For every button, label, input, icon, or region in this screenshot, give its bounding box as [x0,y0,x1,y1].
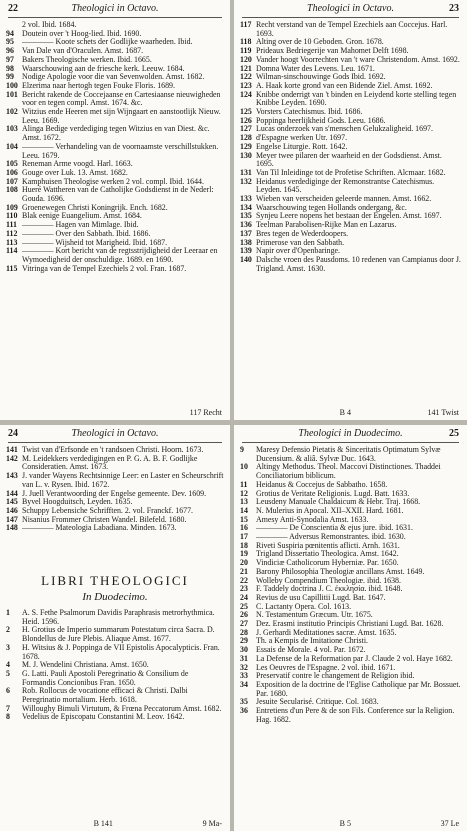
catalog-entry: 126 Poppinga heerlijkheid Gods. Leeu. 1686. [240,115,386,125]
catalog-entry: 125 Vorsters Catechismus. Ibid. 1686. [240,107,363,117]
catalog-entry: 120 Vander hoogt Voorrechten van 't ware Christendom. Amst. 1692. [240,54,460,64]
entry-list-duodecimo [6,609,224,722]
catalog-entry: 111 ———— Hagen van Mimlage. Ibid. [6,220,139,230]
catalog-entry: 102 Witzius ende Heeren met sijn Wijngaart en aanstootlijk Nieuw. Leeu. 1669. [6,107,221,125]
catalog-entry: 24 Revius de usu Capillitii Lugd. Bat. 1647. [240,592,386,602]
catalog-entry: 31 La Defense de la Reformation par J. Claude 2 vol. Haye 1682. [240,653,453,663]
signature-mark: B 141 [93,819,113,828]
catalog-entry: 36 Entretiens d'un Pere & de son Fils. Conference sur la Religion. Hag. 1682. [240,706,455,724]
catalog-entry: 13 Leusdeny Manuale Chaldaicum & Hebr. Traj. 1668. [240,497,421,507]
catalog-entry: 131 Van Til Inleidinge tot de Profetise Schriften. Alcmaar. 1682. [240,167,446,177]
catalog-entry: 129 Engelse Liturgie. Rott. 1642. [240,141,348,151]
catalog-entry: 7 Willoughy Bimuli Virtutum, & Frœna Peccatorum Amst. 1682. [6,703,222,713]
catalog-entry: 101 Bericht rakende de Coccejaanse en Cartesiaanse nieuwigheden voor en tegen compl. Amst. 1674. &c. [6,89,221,108]
catalog-entry: 23 F. Taddely doctrina J. C. ἐκκλησία. ibid. 1648. [240,584,403,594]
page-header [242,3,459,17]
catalog-entry: 132 Heidanus verdediginge der Remonstrantse Catechismus. Leyden. 1645. [240,176,435,195]
page-number: 24 [8,428,18,439]
running-title: Theologici in Duodecimo. [298,428,403,439]
catalog-entry: 148 ———— Mateologia Labadiana. Minden. 1673. [6,523,177,533]
catalog-entry: 143 J. vander Wayens Rechtsinnige Leer: en Laster en Scheurschrift van L. v. Rysen. Ibid. 1672. [6,471,224,489]
catalog-entry: 112 ———— Over den Sabbath. Ibid. 1686. [6,228,151,238]
catalog-entry: 123 A. Haak korte grond van een Bidende Ziel. Amst. 1692. [240,80,433,90]
catalog-entry: 107 Kamphuisen Theologise werken 2 vol. compl. Ibid. 1644. [6,176,204,186]
catalog-entry: 141 Twist van d'Erfsonde en 't randsoen Christi. Hoorn. 1673. [6,445,204,454]
catalog-entry: 34 Exposition de la doctrine de l'Eglise Catholique par Mr. Bossuet. Par. 1680. [240,679,461,698]
catalog-entry: 95 ———— Koote schets der Godlijke waarheden. Ibid. [6,37,193,47]
running-title: Theologici in Octavo. [307,3,394,14]
catalog-entry: 27 Dez. Erasmi institutio Principis Christiani Lugd. Bat. 1628. [240,619,444,629]
catchword: 9 Ma- [202,819,222,828]
header-rule [242,17,459,18]
entry-list [240,21,461,273]
page-footer [8,408,222,418]
catalog-entry: 103 Alinga Bedige verdediging tegen Witzius en van Diest. &c. Amst. 1672. [6,124,210,143]
page-header [8,428,222,442]
catalog-entry: 25 C. Lactanty Opera. Col. 1613. [240,601,352,611]
catalog-entry: 3 H. Witsius & J. Poppinga de VII Epistolis Apocalypticis. Fran. 1678. [6,642,220,661]
catalog-entry: 15 Amesy Anti-Synodalia Amst. 1633. [240,514,369,524]
catalog-entry: 110 Blak eenige Euangelium. Amst. 1684. [6,211,142,221]
catalog-entry: 104 ———— Verhandeling van de voornaamste verschillstukken. Leeu. 1679. [6,141,219,160]
catalog-entry: 26 N. Testamentum Græcum. Utr. 1675. [240,610,373,620]
section-subtitle: In Duodecimo. [82,591,148,603]
page-footer [242,819,459,829]
catalog-entry: 5 G. Latti. Pauli Apostoli Peregrinatio & Consilium de Formandis Concionibus Fran. 1650. [6,668,189,687]
catalog-entry: 142 M. Leidekkers verdedigingen en P. G. A. B. F. Godlijke Consideratien. Amst. 1673. [6,453,198,472]
catalog-entry: 1 A. S. Fethe Psalmorum Davidis Paraphrasis metrorhythmica. Heid. 1596. [6,608,215,626]
signature-mark: B 5 [339,819,351,828]
catalog-entry: 96 Van Dale van d'Oraculen. Amst. 1687. [6,46,144,56]
page-23 [234,0,467,420]
entry-list [6,446,224,533]
signature-mark: B 4 [339,408,351,417]
page-header [242,428,459,442]
catalog-entry: 130 Meyer twee pilaren der waarheid en der Godsdienst. Amst. 1695. [240,150,442,169]
running-title: Theologici in Octavo. [71,428,159,439]
entry-list [6,21,224,273]
catalog-entry: 119 Prideaux Bedriegerije van Mahomet Delft 1698. [240,46,409,56]
page-footer [8,819,222,829]
catalog-entry: 108 Hueré Wattheren van de Catholijke Godsdienst in de Nederl: Gouda. 1696. [6,185,214,204]
catalog-entry: 9 Maresy Defensio Pietatis & Sinceritatis Optimatum Sylvæ Ducensium. & aliâ. Sylvæ Duc. 1643. [240,445,441,463]
catalog-entry: 97 Bakers Theologische werken. Ibid. 1665. [6,54,152,64]
catalog-entry: 20 Vindiciæ Catholicorum Hyberniæ. Par. 1650. [240,558,399,568]
catalog-entry: 147 Nisanius Frommer Christen Wandel. Bilefeld. 1680. [6,514,187,524]
catalog-entry: 133 Wieben van verscheiden geleerde mannen. Amst. 1662. [240,194,432,204]
catalog-entry: 11 Heidanus & Coccejus de Sabbatho. 1658. [240,479,388,489]
catalog-entry: 137 Bres tegen de Wederdoopers. [240,228,349,238]
page-number: 25 [449,428,459,439]
catalog-entry: 94 Doutein over 't Hoog-lied. Ibid. 1690. [6,28,142,38]
catalog-entry: 6 Rob. Rollocus de vocatione efficaci & Christi. Dalbi Peregrinatio mortalium. Herb. 1618. [6,686,188,705]
catalog-entry: 28 J. Gerhardi Meditationes sacræ. Amst. 1635. [240,627,397,637]
catalog-entry: 2 vol. Ibid. 1684. [22,20,77,29]
catalog-entry: 146 Schuppy Lebensiche Schrifften. 2. vol. Franckf. 1677. [6,505,194,515]
catalog-entry: 22 Wolleby Compendium Theologiæ. ibid. 1638. [240,575,401,585]
header-rule [8,442,222,443]
page-22 [0,0,230,420]
catalog-entry: 113 ———— Wijsheid tot Marigheid. Ibid. 1687. [6,237,168,247]
catalog-entry: 16 ———— De Conscientia & ejus jure. ibid. 1631. [240,523,413,533]
catalog-entry: 121 Domna Water des Levens. Leu. 1671. [240,63,375,73]
catalog-entry: 139 Napir over d'Openbaringe. [240,246,341,256]
page-footer [242,408,459,418]
catalog-entry: 135 Synjeu Leere nopens het bestaan der Engelen. Amst. 1697. [240,211,442,221]
section-title: LIBRI THEOLOGICI [41,573,189,588]
catalog-entry: 98 Waarschouwing aan de friesche kerk. Leeuw. 1684. [6,63,185,73]
entry-list [240,446,461,725]
running-title: Theologici in Octavo. [71,3,159,14]
catalog-entry: 32 Les Oeuvres de l'Espagne. 2 vol. ibid. 1671. [240,662,396,672]
catalog-entry: 117 Recht verstand van de Tempel Ezechiels aan Coccejus. Harl. 1693. [240,20,448,38]
header-rule [242,442,459,443]
page-25 [234,425,467,831]
catalog-entry: 21 Barony Philosophia Theologiæ ancillans Amst. 1649. [240,566,425,576]
catchword: 37 Le [440,819,459,828]
catalog-entry: 106 Gouge over Luk. 13. Amst. 1682. [6,167,128,177]
catalog-entry: 134 Waarschouwing tegen Hollands ondergang, &c. [240,202,407,212]
page-number: 23 [449,3,459,14]
catalog-entry: 30 Essais de Morale. 4 vol. Par. 1672. [240,645,366,655]
catalog-entry: 99 Nodige Apologie voor die van Sevenwolden. Amst. 1682. [6,72,205,82]
catalog-entry: 17 ———— Adversus Remonstrantes. ibid. 1630. [240,532,406,542]
catalog-entry: 122 Wilman-sinschouwinge Gods Ibid. 1692. [240,72,386,82]
catalog-entry: 136 Teelman Parabolisen-Rijke Man en Lazarus. [240,220,397,230]
catalog-entry: 12 Grotius de Veritate Religionis. Lugd. Batt. 1633. [240,488,410,498]
catalog-entry: 144 J. Juell Verantwoording der Engelse gemeente. Dev. 1609. [6,488,207,498]
page-number: 22 [8,3,18,14]
catchword: 117 Recht [189,408,222,417]
catalog-entry: 10 Altingy Methodus. Theol. Maccovi Distinctiones. Thaddei Conciliatorium biblicum. [240,462,441,481]
catalog-entry: 14 N. Mulerius in Apocal. XII–XXII. Hard. 1681. [240,505,404,515]
catalog-entry: 100 Elzerima naar hertogh tegen Fouke Floris. 1689. [6,80,175,90]
catalog-entry: 33 Preservatif contre le changement de Religion ibid. [240,671,415,681]
catalog-entry: 105 Reneman Arme voogd. Harl. 1663. [6,159,133,169]
header-rule [8,17,222,18]
catalog-entry: 35 Jesuite Secularisé. Critique. Col. 1683. [240,697,379,707]
catalog-entry: 138 Primerose van den Sabbath. [240,237,345,247]
page-header [8,3,222,17]
catalog-entry: 114 ———— Kort bericht van de regtsstrijdigheid der Leeraar en Wymoedigheid der onschuldige. 1689. en 1690. [6,246,218,264]
catalog-entry: 109 Groenewegen Christi Koningrijk. Ench. 1682. [6,202,168,212]
catalog-entry: 127 Lucas onderzoek van s'menschen Gelukzaligheid. 1697. [240,124,433,134]
page-24 [0,425,230,831]
catalog-entry: 4 M. J. Wendelini Christiana. Amst. 1650. [6,660,149,670]
catalog-entry: 19 Trigland Dissertatio Theologica. Amst. 1642. [240,549,399,559]
catalog-entry: 118 Alting over de 10 Geboden. Gron. 1678. [240,37,384,47]
catchword: 141 Twist [427,408,459,417]
catalog-entry: 128 d'Espagne werken Utr. 1697. [240,133,348,143]
catalog-entry: 18 Riveti Suspiria pœnitentis aflicti. Arnh. 1631. [240,540,400,550]
catalog-entry: 29 Th. a Kempis de Imitatione Christi. [240,636,368,646]
catalog-entry: 115 Vitringa van de Tempel Ezechiels 2 vol. Fran. 1687. [6,263,187,273]
catalog-entry: 124 Knibbe onderrigt van 't binden en Leiydend korte stelling tegen Knibbe Leyden. 1690. [240,89,457,108]
catalog-entry: 2 H. Grotius de Imperio summarum Potestatum circa Sacra. D. Blondellus de Jure Plebis. Aliaque Amst. 1677. [6,625,215,644]
catalog-entry: 8 Vedelius de Episcopatu Constantini M. Leov. 1642. [6,712,185,722]
catalog-entry: 140 Dalsche vroen des Pausdoms. 10 redenen van Campianus door J. Trigland. Amst. 1630. [240,254,461,273]
catalog-entry: 145 Byvel Hoogduitsch, Leyden. 1635. [6,497,133,507]
